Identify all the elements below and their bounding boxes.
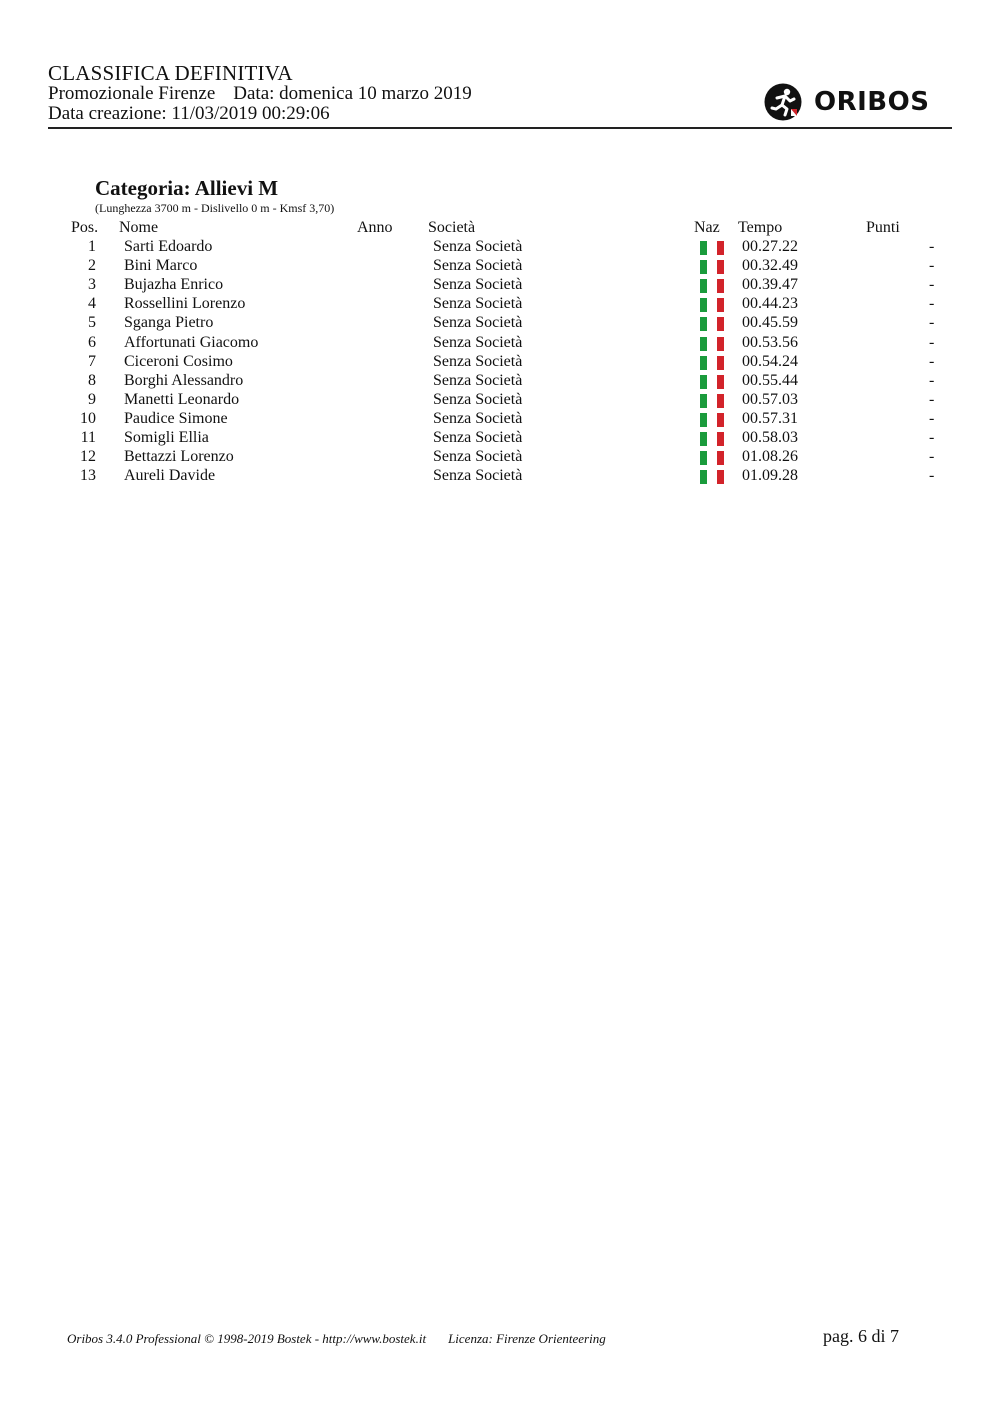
col-header-name: Nome	[119, 219, 159, 236]
italy-flag-icon	[700, 260, 724, 274]
italy-flag-icon	[700, 317, 724, 331]
table-row	[0, 295, 1000, 314]
italy-flag-icon	[700, 413, 724, 427]
cell-pos: 5	[88, 314, 96, 332]
cell-time: 00.57.31	[742, 409, 798, 427]
cell-name: Manetti Leonardo	[124, 390, 240, 408]
cell-points: -	[929, 333, 935, 351]
cell-name: Sarti Edoardo	[124, 238, 213, 255]
logo-text: ORIBOS	[814, 87, 930, 117]
cell-points: -	[929, 429, 935, 446]
italy-flag-icon	[700, 337, 724, 351]
cell-points: -	[929, 390, 935, 408]
event-date: Data: domenica 10 marzo 2019	[233, 83, 472, 104]
cell-points: -	[929, 276, 935, 294]
cell-name: Somigli Ellia	[124, 429, 209, 446]
table-row	[0, 467, 1000, 486]
cell-time: 00.45.59	[742, 314, 798, 332]
cell-pos: 2	[88, 257, 96, 275]
cell-time: 00.32.49	[742, 257, 798, 275]
cell-points: -	[929, 295, 935, 313]
cell-points: -	[929, 409, 935, 427]
cell-name: Bettazzi Lorenzo	[124, 448, 234, 466]
cell-club: Senza Società	[433, 448, 523, 466]
cell-points: -	[929, 467, 935, 485]
cell-points: -	[929, 238, 935, 255]
cell-time: 00.55.44	[742, 371, 798, 389]
cell-pos: 7	[88, 352, 96, 370]
cell-club: Senza Società	[433, 295, 523, 313]
cell-points: -	[929, 352, 935, 370]
cell-points: -	[929, 371, 935, 389]
cell-club: Senza Società	[433, 314, 523, 332]
cell-name: Rossellini Lorenzo	[124, 295, 246, 313]
italy-flag-icon	[700, 356, 724, 370]
cell-points: -	[929, 314, 935, 332]
category-title: Categoria: Allievi M	[95, 176, 279, 200]
table-row	[0, 238, 1000, 257]
cell-pos: 4	[88, 295, 96, 313]
italy-flag-icon	[700, 451, 724, 465]
col-header-club: Società	[428, 219, 476, 236]
col-header-pos: Pos.	[71, 219, 99, 236]
col-header-points: Punti	[866, 219, 900, 236]
cell-name: Affortunati Giacomo	[124, 333, 259, 351]
cell-name: Sganga Pietro	[124, 314, 214, 332]
header-divider	[48, 127, 952, 129]
event-name: Promozionale Firenze	[48, 83, 216, 104]
cell-club: Senza Società	[433, 429, 523, 446]
cell-name: Bujazha Enrico	[124, 276, 224, 294]
cell-pos: 12	[80, 448, 96, 466]
footer-credits	[67, 1331, 606, 1347]
cell-points: -	[929, 257, 935, 275]
cell-name: Paudice Simone	[124, 409, 228, 427]
col-header-time: Tempo	[738, 219, 783, 236]
cell-club: Senza Società	[433, 352, 523, 370]
table-row	[0, 314, 1000, 333]
category-info: (Lunghezza 3700 m - Dislivello 0 m - Kmsf 3,70)	[95, 201, 335, 215]
table-row	[0, 391, 1000, 410]
cell-club: Senza Società	[433, 257, 523, 275]
table-row	[0, 353, 1000, 372]
cell-club: Senza Società	[433, 409, 523, 427]
cell-time: 00.39.47	[742, 276, 798, 294]
cell-club: Senza Società	[433, 276, 523, 294]
cell-pos: 10	[80, 409, 96, 427]
event-line	[48, 84, 472, 104]
italy-flag-icon	[700, 279, 724, 293]
italy-flag-icon	[700, 298, 724, 312]
cell-club: Senza Società	[433, 467, 523, 485]
cell-time: 00.53.56	[742, 333, 798, 351]
cell-name: Borghi Alessandro	[124, 371, 244, 389]
oribos-logo	[764, 82, 934, 122]
cell-time: 00.54.24	[742, 352, 798, 370]
license-text: Licenza: Firenze Orienteering	[448, 1331, 606, 1346]
table-row	[0, 448, 1000, 467]
cell-points: -	[929, 448, 935, 466]
table-row	[0, 257, 1000, 276]
table-row	[0, 372, 1000, 391]
table-row	[0, 276, 1000, 295]
cell-club: Senza Società	[433, 390, 523, 408]
cell-time: 01.08.26	[742, 448, 798, 466]
cell-club: Senza Società	[433, 371, 523, 389]
cell-name: Bini Marco	[124, 257, 198, 275]
software-credit: Oribos 3.4.0 Professional © 1998-2019 Bostek - http://www.bostek.it	[67, 1331, 427, 1346]
cell-pos: 3	[88, 276, 96, 294]
italy-flag-icon	[700, 394, 724, 408]
cell-time: 01.09.28	[742, 467, 798, 485]
cell-club: Senza Società	[433, 238, 523, 255]
cell-pos: 11	[80, 429, 96, 446]
cell-pos: 6	[88, 333, 96, 351]
italy-flag-icon	[700, 470, 724, 484]
cell-pos: 8	[88, 371, 96, 389]
report-title: CLASSIFICA DEFINITIVA	[48, 61, 293, 85]
cell-name: Aureli Davide	[124, 467, 216, 485]
page-number: pag. 6 di 7	[823, 1326, 899, 1346]
table-row	[0, 410, 1000, 429]
cell-time: 00.57.03	[742, 390, 798, 408]
italy-flag-icon	[700, 375, 724, 389]
creation-date: Data creazione: 11/03/2019 00:29:06	[48, 103, 330, 124]
cell-pos: 13	[80, 467, 96, 485]
table-row	[0, 334, 1000, 353]
cell-name: Ciceroni Cosimo	[124, 352, 233, 370]
report-header	[48, 62, 472, 124]
table-row	[0, 429, 1000, 448]
italy-flag-icon	[700, 241, 724, 255]
col-header-year: Anno	[357, 219, 393, 236]
cell-pos: 9	[88, 390, 96, 408]
cell-time: 00.58.03	[742, 429, 798, 446]
cell-time: 00.27.22	[742, 238, 798, 255]
cell-club: Senza Società	[433, 333, 523, 351]
col-header-nation: Naz	[694, 219, 720, 236]
runner-logo-icon	[764, 83, 802, 121]
cell-time: 00.44.23	[742, 295, 798, 313]
italy-flag-icon	[700, 432, 724, 446]
cell-pos: 1	[88, 238, 96, 255]
